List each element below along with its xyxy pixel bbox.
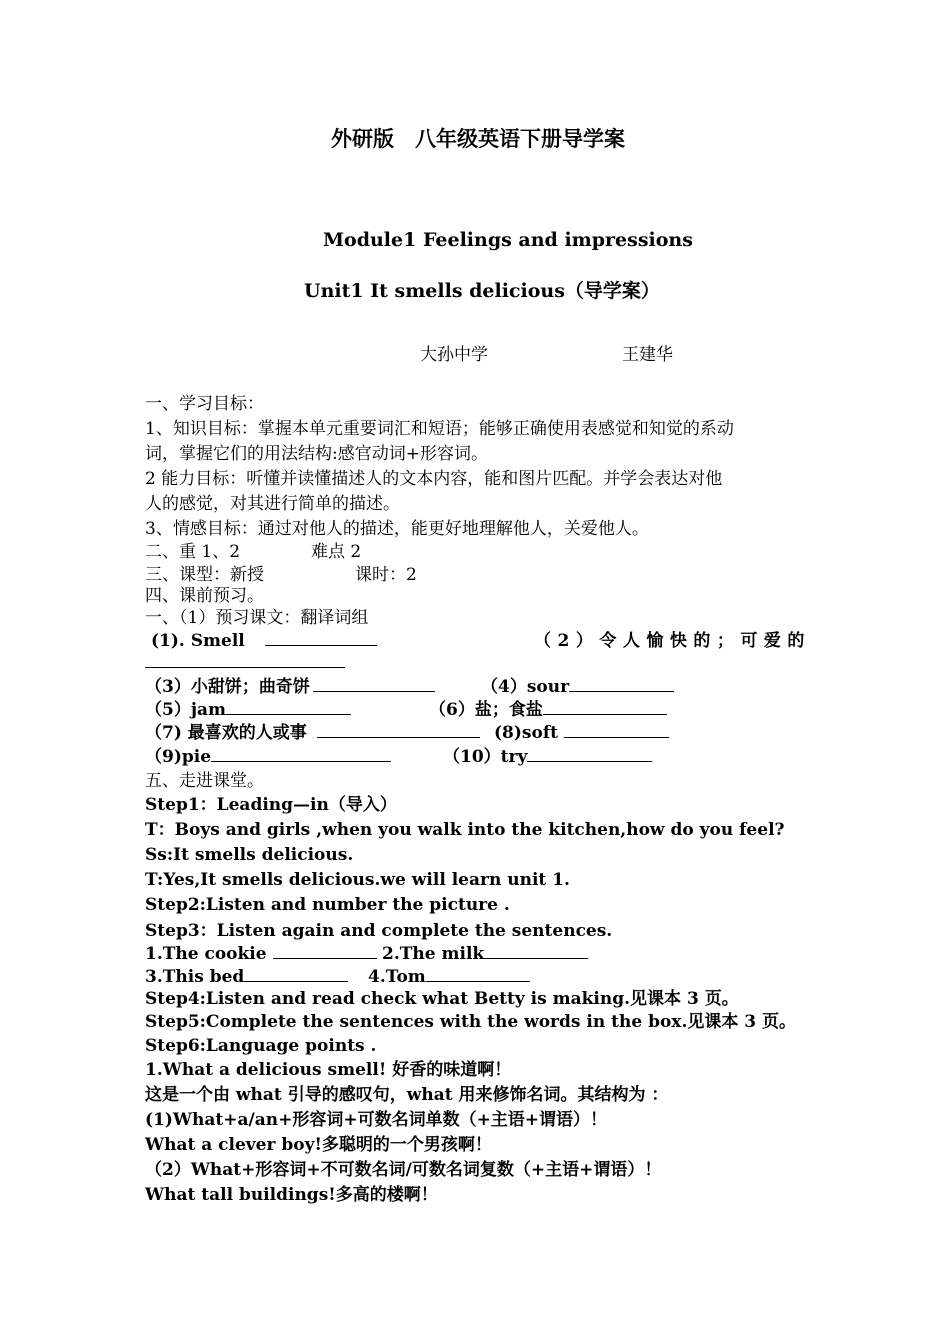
structure-1: (1)What+a/an+形容词+可数名词单数（+主语+谓语）！ bbox=[145, 1110, 608, 1130]
knowledge-objective-line2: 词，掌握它们的用法结构:感官动词+形容词。 bbox=[145, 444, 488, 464]
phrase-item-8 bbox=[494, 722, 669, 744]
lesson-type: 三、课型：新授 bbox=[145, 565, 264, 585]
sentence-2 bbox=[382, 943, 588, 965]
book-title: 外研版 八年级英语下册导学案 bbox=[331, 126, 625, 151]
phrase-item-10 bbox=[443, 746, 652, 768]
sentence-1-label: 1.The cookie bbox=[145, 944, 267, 964]
key-points: 二、重 1、2 bbox=[145, 542, 241, 562]
answer-blank[interactable] bbox=[527, 746, 652, 762]
answer-blank[interactable] bbox=[484, 943, 588, 959]
phrase-item-4-label: （4）sour bbox=[481, 677, 570, 697]
step5-complete-box: Step5:Complete the sentences with the words in the box.见课本 3 页。 bbox=[145, 1012, 797, 1032]
phrase-item-3 bbox=[145, 676, 435, 698]
ability-objective-line1: 2 能力目标：听懂并读懂描述人的文本内容，能和图片匹配。并学会表达对他 bbox=[145, 469, 723, 489]
knowledge-objective-line1: 1、知识目标：掌握本单元重要词汇和短语；能够正确使用表感觉和知觉的系动 bbox=[145, 419, 734, 439]
phrase-item-10-label: （10）try bbox=[443, 747, 528, 767]
preview-heading: 四、课前预习。 bbox=[145, 586, 264, 606]
module-title: Module1 Feelings and impressions bbox=[323, 229, 693, 251]
phrase-item-5-label: （5）jam bbox=[145, 700, 226, 720]
phrase-item-4 bbox=[481, 676, 674, 698]
phrase-item-9 bbox=[145, 746, 391, 768]
phrase-item-6 bbox=[429, 699, 667, 721]
objectives-heading: 一、学习目标： bbox=[145, 394, 264, 414]
sentence-1 bbox=[145, 943, 377, 965]
step6-language-points: Step6:Language points . bbox=[145, 1036, 377, 1056]
answer-blank[interactable] bbox=[211, 746, 391, 762]
step2-listen: Step2:Listen and number the picture . bbox=[145, 895, 510, 915]
phrase-item-6-label: （6）盐；食盐 bbox=[429, 700, 543, 720]
answer-blank[interactable] bbox=[273, 943, 377, 959]
phrase-item-1 bbox=[151, 630, 377, 652]
difficult-points: 难点 2 bbox=[311, 542, 362, 562]
sentence-4-label: 4.Tom bbox=[368, 967, 426, 987]
phrase-item-3-label: （3）小甜饼；曲奇饼 bbox=[145, 677, 310, 697]
unit-title: Unit1 It smells delicious（导学案） bbox=[304, 280, 660, 302]
language-point-explanation: 这是一个由 what 引导的感叹句，what 用来修饰名词。其结构为 ： bbox=[145, 1085, 669, 1105]
sentence-3-label: 3.This bed bbox=[145, 967, 245, 987]
emotion-objective: 3、情感目标：通过对他人的描述，能更好地理解他人，关爱他人。 bbox=[145, 519, 649, 539]
answer-blank[interactable] bbox=[244, 966, 348, 982]
phrase-item-7 bbox=[145, 722, 480, 744]
answer-blank[interactable] bbox=[569, 676, 674, 692]
answer-blank[interactable] bbox=[564, 722, 669, 738]
sentence-3 bbox=[145, 966, 348, 988]
phrase-item-2-blank-row bbox=[145, 652, 345, 674]
school-name: 大孙中学 bbox=[420, 345, 488, 365]
phrase-item-8-label: (8)soft bbox=[494, 723, 558, 743]
classroom-heading: 五、走进课堂。 bbox=[145, 771, 264, 791]
students-line: Ss:It smells delicious. bbox=[145, 845, 354, 865]
phrase-item-2: （2）令人愉快的；可爱的 bbox=[534, 631, 811, 651]
step1-leading-in: Step1：Leading—in（导入） bbox=[145, 795, 397, 815]
phrase-item-9-label: （9)pie bbox=[145, 747, 212, 767]
phrase-item-1-label: (1). Smell bbox=[151, 631, 245, 651]
example-2: What tall buildings!多高的楼啊！ bbox=[145, 1185, 438, 1205]
ability-objective-line2: 人的感觉，对其进行简单的描述。 bbox=[145, 494, 400, 514]
sentence-2-label: 2.The milk bbox=[382, 944, 485, 964]
answer-blank[interactable] bbox=[313, 676, 435, 692]
step3-complete: Step3：Listen again and complete the sentences. bbox=[145, 921, 613, 941]
answer-blank[interactable] bbox=[226, 699, 351, 715]
phrase-item-7-label: （7) 最喜欢的人或事 bbox=[145, 723, 307, 743]
language-point-1: 1.What a delicious smell! 好香的味道啊！ bbox=[145, 1060, 512, 1080]
answer-blank[interactable] bbox=[426, 966, 530, 982]
structure-2: （2）What+形容词+不可数名词/可数名词复数（+主语+谓语）！ bbox=[145, 1160, 662, 1180]
sentence-4 bbox=[368, 966, 530, 988]
step4-read-check: Step4:Listen and read check what Betty is making.见课本 3 页。 bbox=[145, 989, 739, 1009]
phrase-item-5 bbox=[145, 699, 351, 721]
example-1: What a clever boy!多聪明的一个男孩啊！ bbox=[145, 1135, 492, 1155]
teacher-line-1: T：Boys and girls ,when you walk into the kitchen,how do you feel? bbox=[145, 820, 785, 840]
answer-blank[interactable] bbox=[317, 722, 480, 738]
preview-task: 一、（1）预习课文：翻译词组 bbox=[145, 608, 369, 628]
answer-blank[interactable] bbox=[543, 699, 667, 715]
teacher-line-2: T:Yes,It smells delicious.we will learn unit 1. bbox=[145, 870, 570, 890]
lesson-periods: 课时：2 bbox=[355, 565, 417, 585]
answer-blank[interactable] bbox=[145, 652, 345, 668]
answer-blank[interactable] bbox=[265, 630, 377, 646]
author-name: 王建华 bbox=[622, 345, 673, 365]
